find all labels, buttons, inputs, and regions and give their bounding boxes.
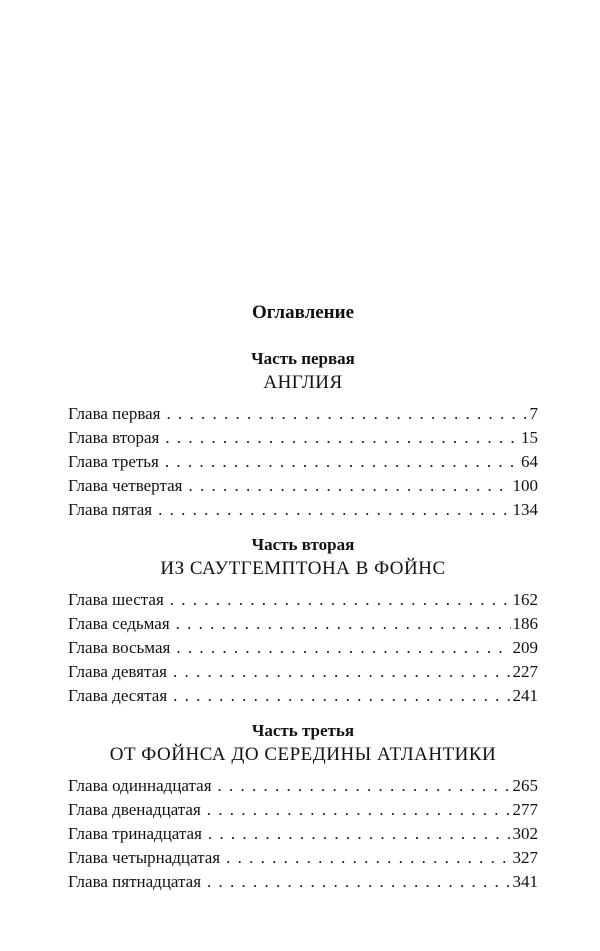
part-3 (68, 720, 538, 894)
dot-leader (165, 450, 519, 474)
toc-entry[interactable] (68, 870, 538, 894)
page-number: 100 (512, 476, 538, 495)
chapter-label: Глава десятая (68, 686, 168, 705)
dot-leader (188, 474, 510, 498)
part-1 (68, 348, 538, 522)
dot-leader (158, 498, 510, 522)
chapter-label: Глава одиннадцатая (68, 776, 212, 795)
part-title: ИЗ САУТГЕМПТОНА В ФОЙНС (160, 558, 446, 579)
chapter-label: Глава первая (68, 404, 161, 423)
page-number: 302 (512, 824, 538, 843)
dot-leader (176, 636, 510, 660)
toc-entry[interactable] (68, 474, 538, 498)
chapter-label: Глава пятая (68, 500, 153, 519)
part-title: АНГЛИЯ (263, 372, 343, 393)
chapter-label: Глава восьмая (68, 638, 171, 657)
toc-entry[interactable] (68, 660, 538, 684)
toc-entry[interactable] (68, 636, 538, 660)
toc-entry[interactable] (68, 774, 538, 798)
page-number: 186 (512, 614, 538, 633)
page-number: 64 (521, 452, 538, 471)
page-number: 241 (512, 686, 538, 705)
chapter-label: Глава третья (68, 452, 159, 471)
page-number: 15 (521, 428, 538, 447)
page-number: 277 (512, 800, 538, 819)
chapter-label: Глава шестая (68, 590, 164, 609)
page-number: 341 (512, 872, 538, 891)
part-title: ОТ ФОЙНСА ДО СЕРЕДИНЫ АТЛАНТИКИ (109, 744, 497, 765)
chapter-label: Глава девятая (68, 662, 167, 681)
dot-leader (173, 660, 511, 684)
part-label: Часть третья (251, 721, 355, 740)
chapter-label: Глава пятнадцатая (68, 872, 202, 891)
toc-entry[interactable] (68, 426, 538, 450)
page-number: 209 (512, 638, 538, 657)
chapter-label: Глава двенадцатая (68, 800, 201, 819)
chapter-label: Глава четвертая (68, 476, 183, 495)
dot-leader (208, 822, 511, 846)
toc-entry[interactable] (68, 798, 538, 822)
dot-leader (170, 588, 511, 612)
toc-title: Оглавление (251, 302, 355, 323)
page-number: 162 (512, 590, 538, 609)
page-number: 134 (512, 500, 538, 519)
dot-leader (165, 426, 519, 450)
chapter-label: Глава седьмая (68, 614, 170, 633)
dot-leader (176, 612, 511, 636)
table-of-contents (68, 298, 538, 894)
dot-leader (207, 798, 511, 822)
chapter-label: Глава четырнадцатая (68, 848, 221, 867)
toc-entry[interactable] (68, 450, 538, 474)
chapter-label: Глава тринадцатая (68, 824, 202, 843)
page-number: 7 (529, 404, 538, 423)
toc-entry[interactable] (68, 846, 538, 870)
dot-leader (167, 402, 528, 426)
toc-entry[interactable] (68, 612, 538, 636)
dot-leader (218, 774, 511, 798)
toc-entry[interactable] (68, 822, 538, 846)
toc-entry[interactable] (68, 588, 538, 612)
toc-entry[interactable] (68, 498, 538, 522)
dot-leader (226, 846, 510, 870)
page-number: 327 (512, 848, 538, 867)
toc-entry[interactable] (68, 684, 538, 708)
dot-leader (173, 684, 510, 708)
part-2 (68, 534, 538, 708)
toc-entry[interactable] (68, 402, 538, 426)
page-number: 227 (512, 662, 538, 681)
part-label: Часть первая (251, 349, 355, 368)
page-number: 265 (512, 776, 538, 795)
chapter-label: Глава вторая (68, 428, 160, 447)
dot-leader (207, 870, 510, 894)
part-label: Часть вторая (251, 535, 355, 554)
